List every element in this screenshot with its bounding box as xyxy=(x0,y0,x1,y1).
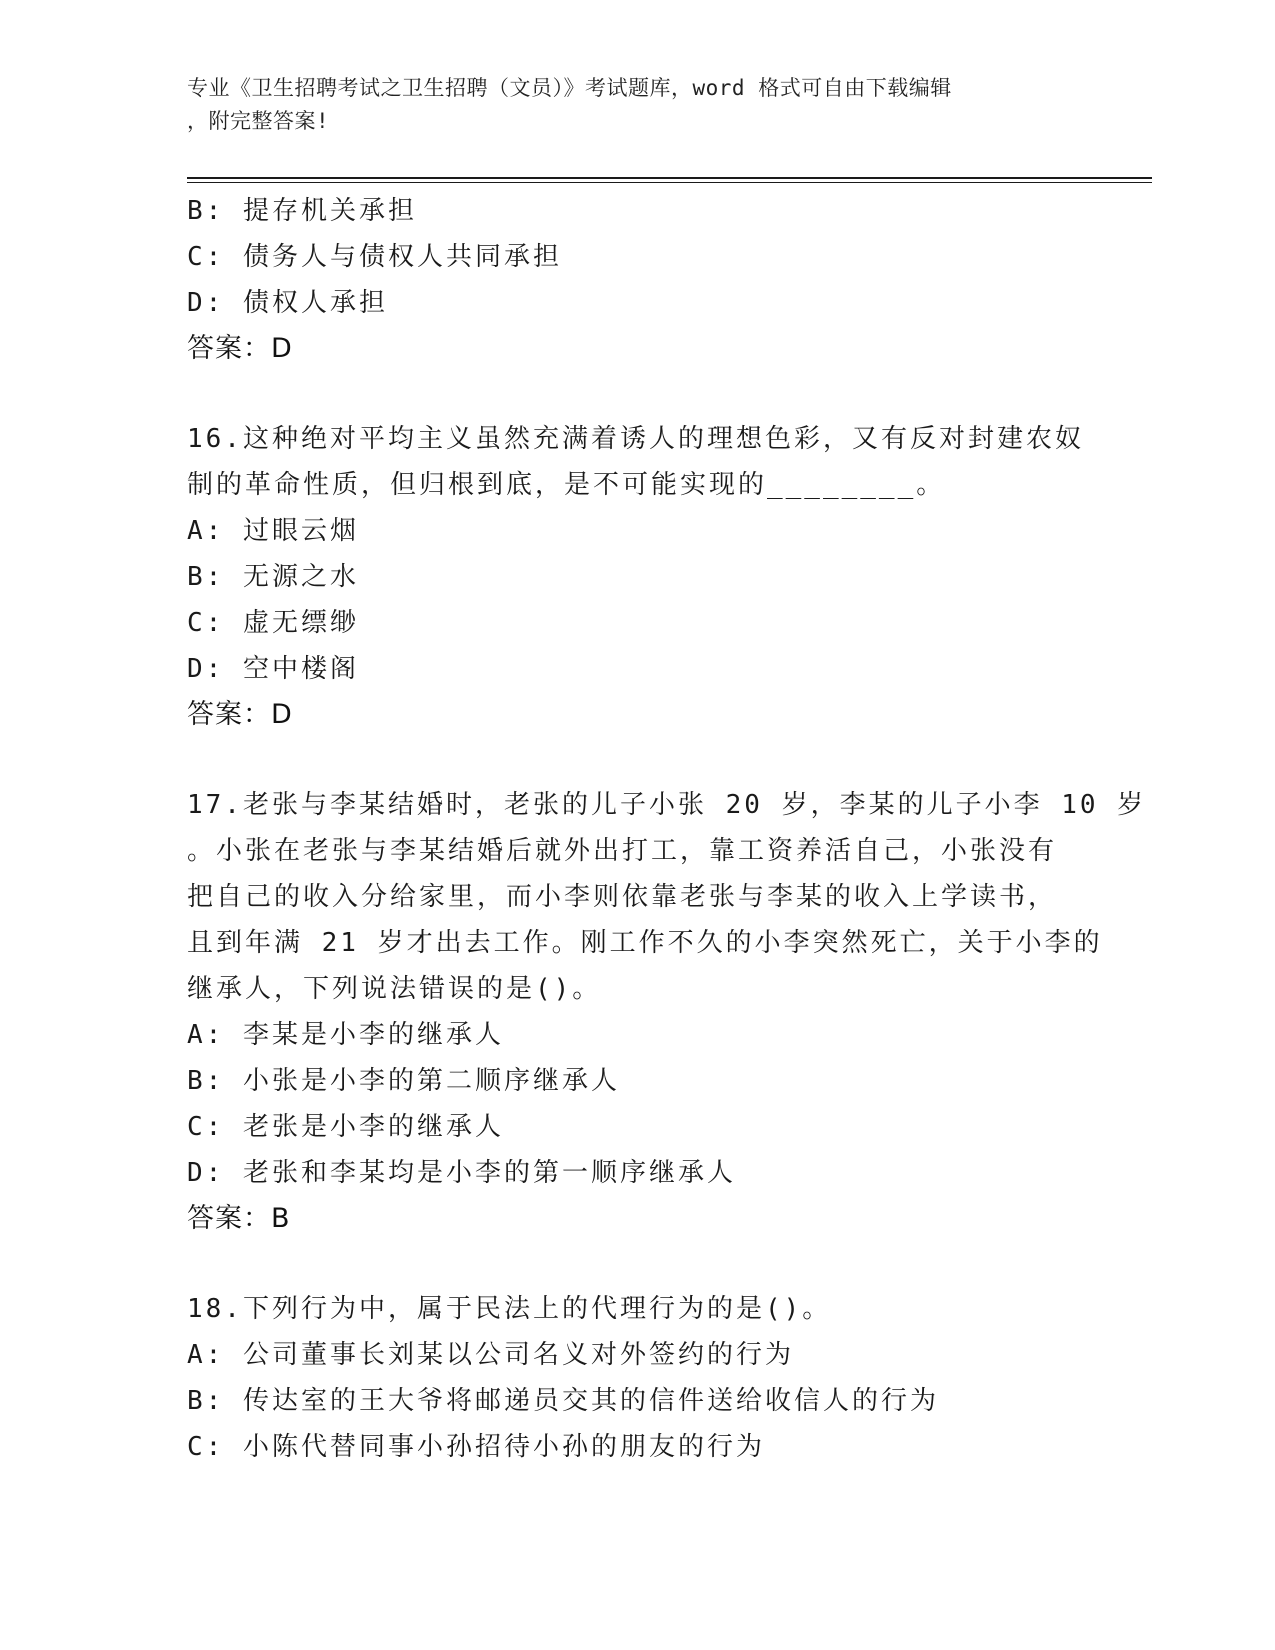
q17-text-line-3: 把自己的收入分给家里，而小李则依靠老张与李某的收入上学读书， xyxy=(187,882,1058,912)
header-line-1: 专业《卫生招聘考试之卫生招聘（文员）》考试题库，word 格式可自由下载编辑 xyxy=(187,76,952,100)
question-15 xyxy=(187,188,1087,372)
q16-option-c: C: 虚无缥缈 xyxy=(187,608,359,638)
q17-text-line-1: 17.老张与李某结婚时，老张的儿子小张 20 岁，李某的儿子小李 10 岁 xyxy=(187,790,1147,820)
header-line-2: ，附完整答案! xyxy=(187,109,330,133)
q17-text-line-5: 继承人，下列说法错误的是()。 xyxy=(187,974,602,1004)
q15-option-c: C: 债务人与债权人共同承担 xyxy=(187,242,562,272)
q16-option-b: B: 无源之水 xyxy=(187,562,359,592)
q17-answer: 答案：B xyxy=(187,1203,291,1234)
question-list xyxy=(187,188,1147,1470)
q18-option-c: C: 小陈代替同事小孙招待小孙的朋友的行为 xyxy=(187,1432,765,1462)
q17-option-b: B: 小张是小李的第二顺序继承人 xyxy=(187,1066,620,1096)
spacer xyxy=(187,372,1087,416)
q17-option-c: C: 老张是小李的继承人 xyxy=(187,1112,504,1142)
q17-text-line-2: 。小张在老张与李某结婚后就外出打工，靠工资养活自己，小张没有 xyxy=(187,836,1058,866)
q16-text-line-2: 制的革命性质，但归根到底，是不可能实现的________。 xyxy=(187,470,946,500)
q17-text-line-4: 且到年满 21 岁才出去工作。刚工作不久的小李突然死亡，关于小李的 xyxy=(187,928,1103,958)
q16-option-d: D: 空中楼阁 xyxy=(187,654,359,684)
q17-option-a: A: 李某是小李的继承人 xyxy=(187,1020,504,1050)
question-16 xyxy=(187,416,1087,738)
q16-answer: 答案：D xyxy=(187,699,293,730)
q15-option-d: D: 债权人承担 xyxy=(187,288,388,318)
q16-text-line-1: 16.这种绝对平均主义虽然充满着诱人的理想色彩，又有反对封建农奴 xyxy=(187,424,1084,454)
question-18 xyxy=(187,1286,1087,1470)
header-rule-thick xyxy=(187,177,1152,179)
q15-option-b: B: 提存机关承担 xyxy=(187,196,417,226)
q18-text-line-1: 18.下列行为中，属于民法上的代理行为的是()。 xyxy=(187,1294,832,1324)
q18-option-a: A: 公司董事长刘某以公司名义对外签约的行为 xyxy=(187,1340,794,1370)
spacer xyxy=(187,1242,1087,1286)
q17-option-d: D: 老张和李某均是小李的第一顺序继承人 xyxy=(187,1158,736,1188)
spacer xyxy=(187,738,1087,782)
q16-option-a: A: 过眼云烟 xyxy=(187,516,359,546)
q18-option-b: B: 传达室的王大爷将邮递员交其的信件送给收信人的行为 xyxy=(187,1386,939,1416)
header-rule-thin xyxy=(187,182,1152,183)
page-header xyxy=(187,72,1067,138)
question-17 xyxy=(187,782,1147,1242)
q15-answer: 答案：D xyxy=(187,333,293,364)
